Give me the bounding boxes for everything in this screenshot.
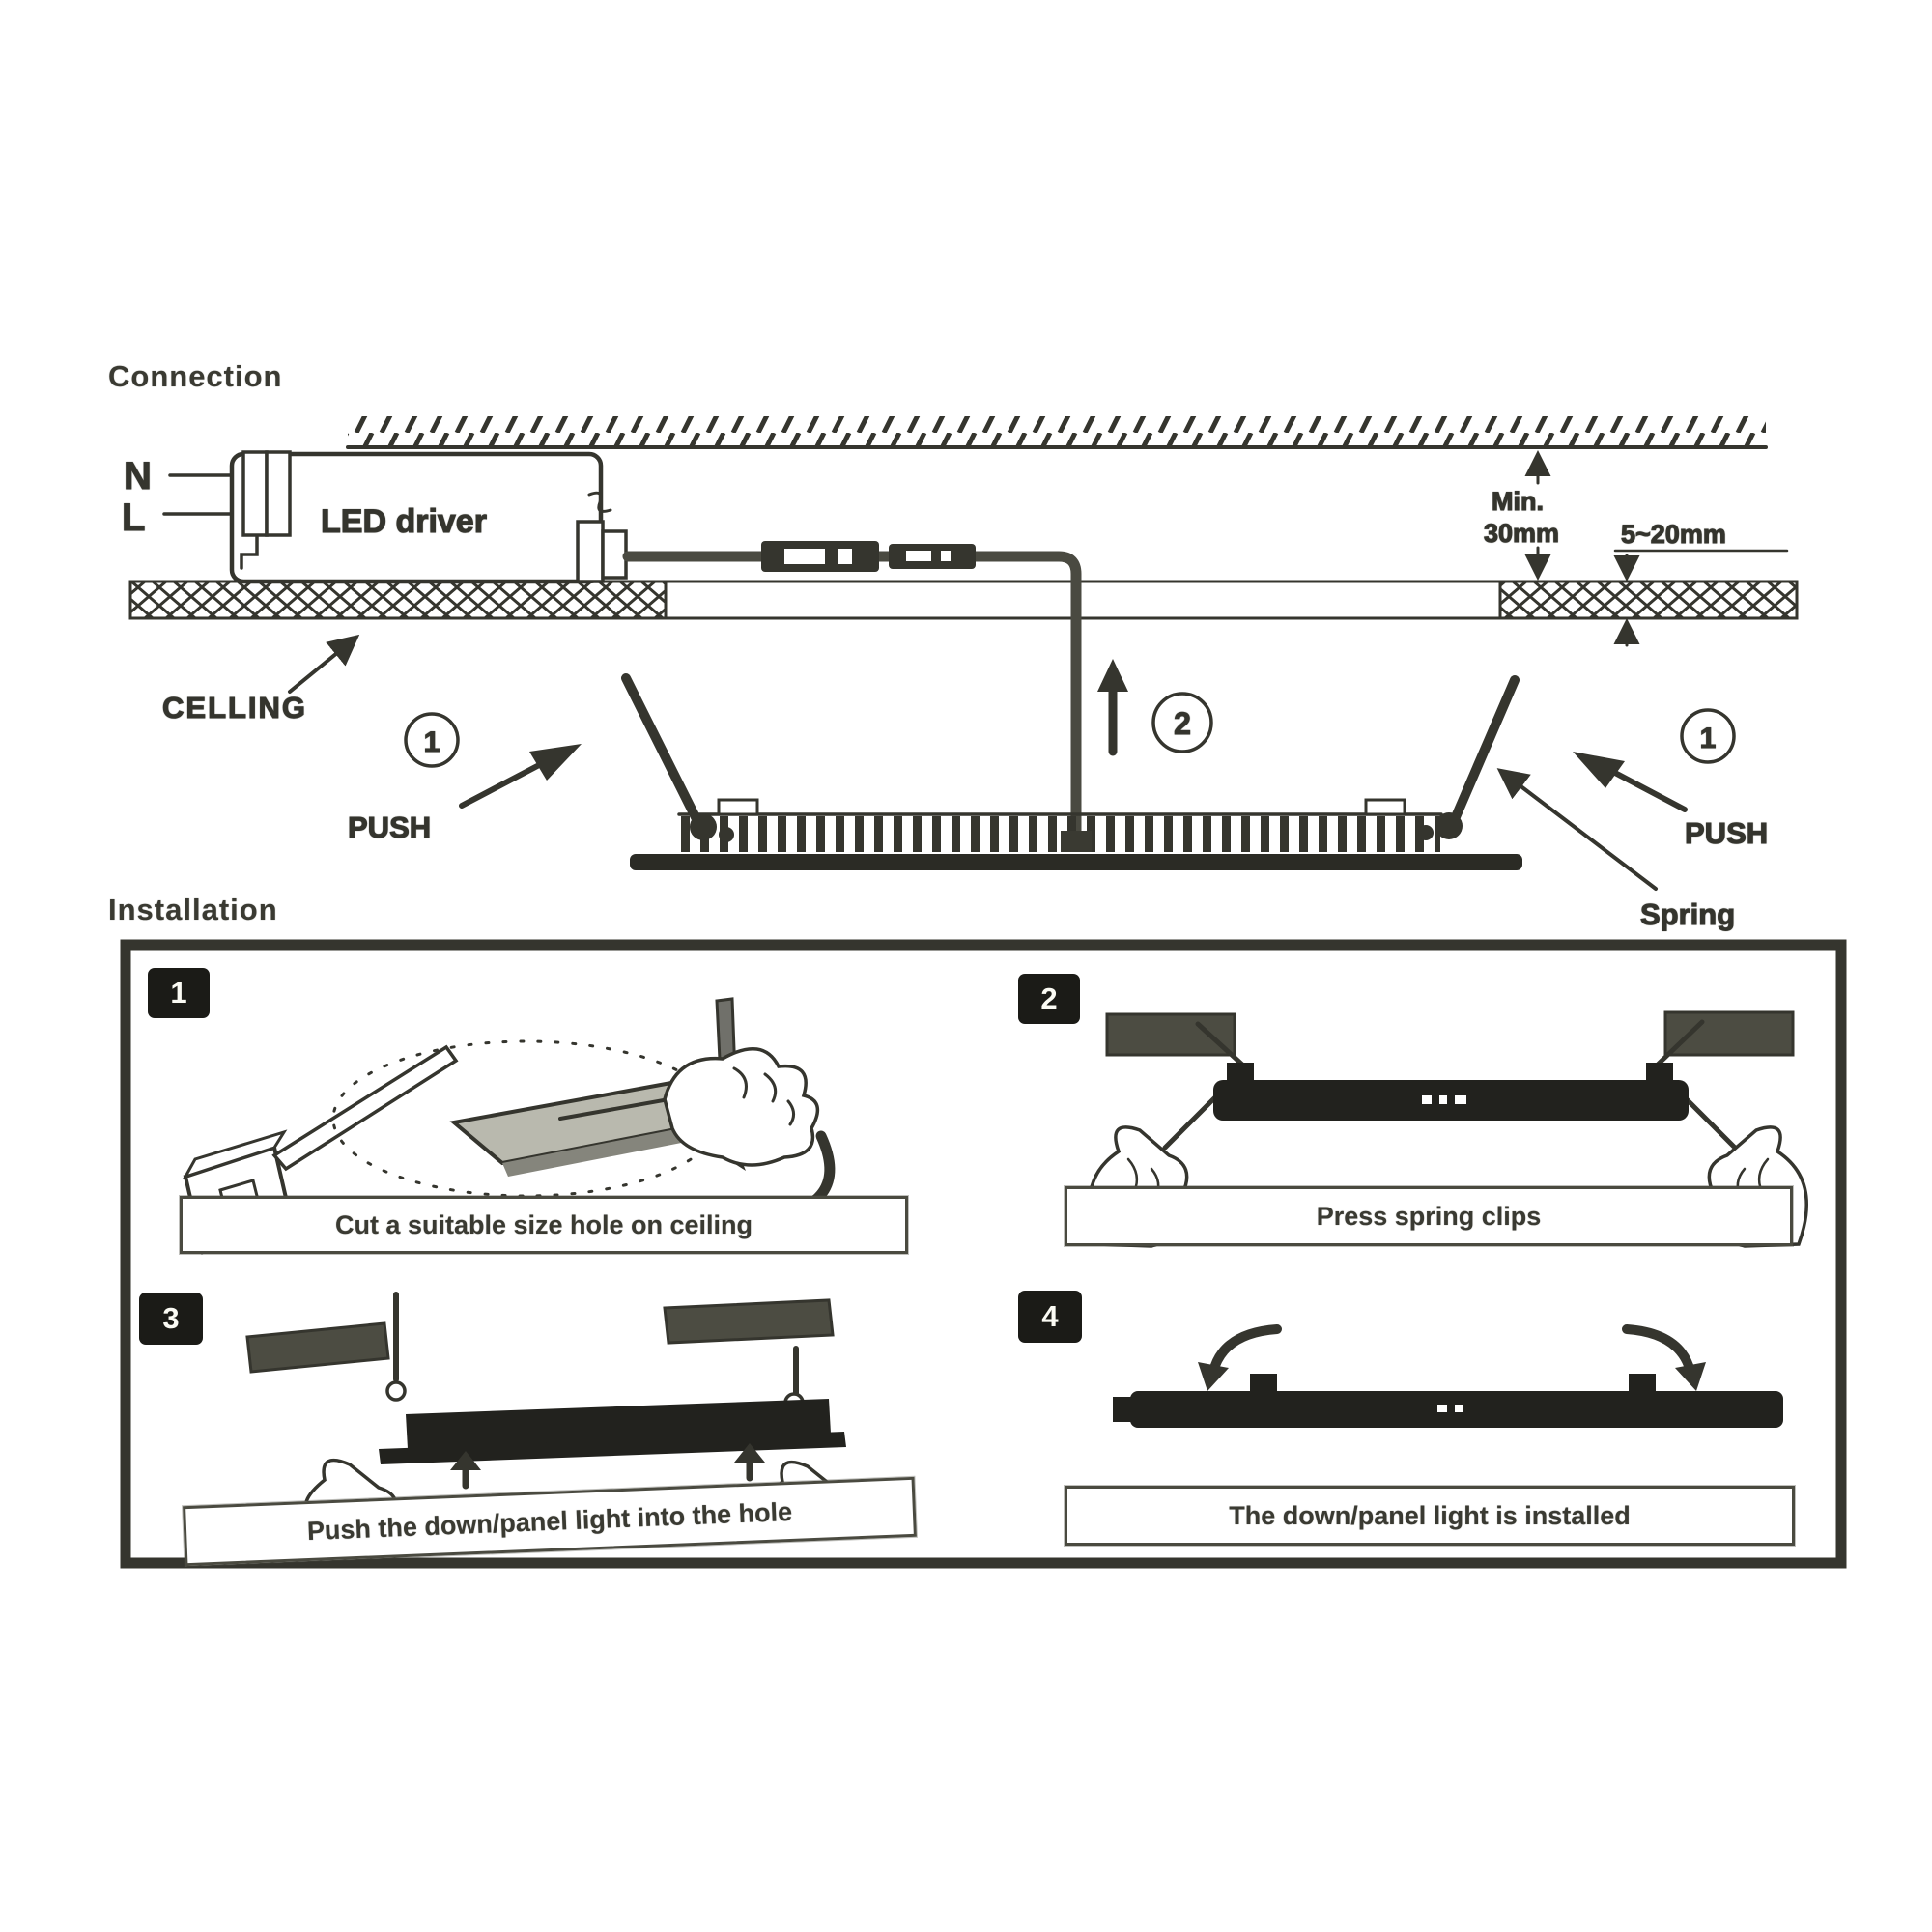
step4-caption: The down/panel light is installed bbox=[1065, 1486, 1795, 1546]
installation-heading: Installation bbox=[108, 893, 278, 926]
clearance-callout bbox=[1484, 456, 1559, 575]
step1-caption: Cut a suitable size hole on ceiling bbox=[180, 1196, 908, 1254]
clearance-label-line2: 30mm bbox=[1484, 519, 1560, 548]
panel-light-bar bbox=[1213, 1063, 1689, 1121]
ceiling-block-left bbox=[247, 1323, 388, 1372]
push-right-label: PUSH bbox=[1685, 816, 1769, 850]
step-circle-right bbox=[1682, 710, 1734, 762]
step3-badge: 3 bbox=[141, 1294, 201, 1343]
ceiling-block-left bbox=[1107, 1014, 1235, 1055]
push-left-label: PUSH bbox=[348, 810, 432, 844]
step4-badge: 4 bbox=[1020, 1293, 1080, 1341]
live-wire-label: L bbox=[122, 497, 146, 539]
step-circle-left bbox=[406, 714, 458, 766]
spring-leader-arrow bbox=[1503, 773, 1656, 889]
lamp-base-plate bbox=[630, 854, 1522, 870]
step2-caption: Press spring clips bbox=[1065, 1186, 1793, 1246]
ceiling-cross-section bbox=[130, 582, 1797, 618]
measuring-tape bbox=[274, 1047, 456, 1169]
svg-text:1: 1 bbox=[1699, 723, 1717, 754]
ceiling-leader-arrow bbox=[290, 639, 354, 692]
spring-label: Spring bbox=[1640, 897, 1736, 931]
neutral-wire-label: N bbox=[124, 455, 152, 497]
led-driver-label: LED driver bbox=[321, 503, 487, 540]
slab-hatching bbox=[348, 416, 1766, 447]
installation-artwork bbox=[126, 945, 1841, 1563]
ceiling-block-right bbox=[665, 1300, 833, 1343]
step-circle-lift bbox=[1153, 694, 1211, 752]
step2-badge: 2 bbox=[1020, 976, 1078, 1022]
hand-with-knife bbox=[665, 999, 817, 1171]
ceiling-block-right bbox=[1665, 1012, 1793, 1055]
installation-frame bbox=[126, 945, 1841, 1563]
connection-diagram bbox=[122, 416, 1797, 931]
step4-illustration bbox=[1113, 1329, 1783, 1428]
lift-arrow bbox=[1097, 659, 1128, 752]
push-left-arrow bbox=[462, 744, 582, 806]
clearance-label-line1: Min. bbox=[1492, 487, 1544, 516]
connection-heading: Connection bbox=[108, 359, 283, 393]
svg-text:2: 2 bbox=[1174, 706, 1191, 741]
svg-text:1: 1 bbox=[423, 726, 440, 758]
ceiling-label: CELLING bbox=[162, 691, 308, 724]
thickness-label: 5~20mm bbox=[1621, 520, 1726, 549]
panel-light-bar bbox=[379, 1399, 846, 1464]
step3-caption: Push the down/panel light into the hole bbox=[183, 1477, 917, 1566]
push-right-arrow bbox=[1573, 752, 1685, 810]
step1-badge: 1 bbox=[150, 970, 208, 1016]
